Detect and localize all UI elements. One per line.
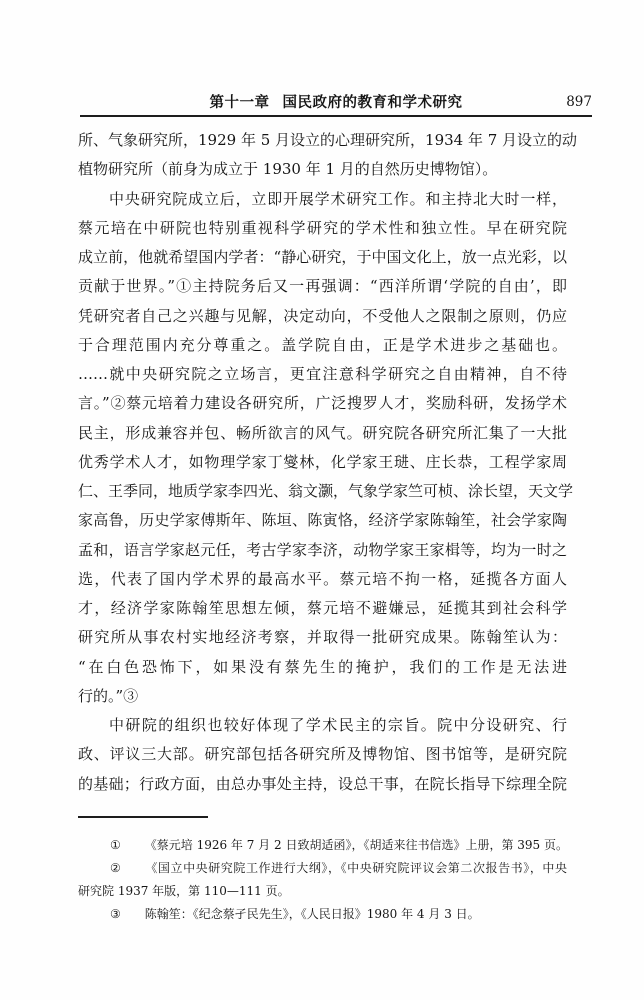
text-line: 于合理范围内充分尊重之。盖学院自由，正是学术进步之基础也。 (78, 335, 567, 354)
text-line: 中研院的组织也较好体现了学术民主的宗旨。院中分设研究、行 (109, 716, 567, 734)
text-line: 行的。”③ (78, 686, 139, 705)
footnote-marker: ③ (110, 907, 121, 921)
text-line: 所、气象研究所，1929 年 5 月设立的心理研究所，1934 年 7 月设立的动 (78, 131, 578, 149)
text-line: 仁、王季同，地质学家李四光、翁文灏，气象学家竺可桢、涂长望，天文学 (78, 482, 574, 500)
text-line: 优秀学术人才，如物理学家丁燮林，化学家王琎、庄长恭，工程学家周 (78, 452, 567, 471)
text-line: 蔡元培在中研院也特别重视科学研究的学术性和独立性。早在研究院 (78, 218, 567, 237)
text-line: “在白色恐怖下，如果没有蔡先生的掩护，我们的工作是无法进 (78, 657, 567, 676)
text-line: 贡献于世界。”①主持院务后又一再强调：“西洋所谓‘学院的自由’，即 (78, 277, 567, 296)
footnotes (78, 834, 567, 926)
footnote-marker: ① (110, 838, 121, 852)
text-line: 民主，形成兼容并包、畅所欲言的风气。研究院各研究所汇集了一大批 (78, 423, 567, 442)
text-line: 孟和，语言学家赵元任，考古学家李济，动物学家王家楫等，均为一时之 (78, 540, 567, 559)
footnote-marker: ② (110, 861, 122, 875)
text-line: ……就中央研究院之立场言，更宜注意科学研究之自由精神，自不待 (78, 365, 567, 383)
footnote-line: 研究院 1937 年版，第 110—111 页。 (78, 884, 290, 898)
body-text (78, 126, 578, 799)
footnote-separator (78, 816, 208, 818)
text-line: 言。”②蔡元培着力建设各研究所，广泛搜罗人才，奖励科研，发扬学术 (78, 394, 567, 413)
chapter-heading (80, 92, 592, 113)
running-head (80, 92, 592, 117)
text-line: 植物研究所（前身为成立于 1930 年 1 月的自然历史博物馆）。 (78, 160, 498, 179)
text-line: 成立前，他就希望国内学者：“静心研究，于中国文化上，放一点光彩，以 (78, 248, 567, 266)
chapter-title: 国民政府的教育和学术研究 (282, 94, 463, 111)
footnote-line: ① 《蔡元培 1926 年 7 月 2 日致胡适函》，《胡适来往书信选》上册，第 395 页。 (110, 838, 568, 852)
footnote-line: ③ 陈翰笙：《纪念蔡孑民先生》，《人民日报》1980 年 4 月 3 日。 (110, 907, 480, 921)
text-line: 家高鲁，历史学家傅斯年、陈垣、陈寅恪，经济学家陈翰笙，社会学家陶 (78, 511, 567, 530)
text-line: 才，经济学家陈翰笙思想左倾，蔡元培不避嫌忌，延揽其到社会科学 (78, 599, 567, 617)
text-line: 研究所从事农村实地经济考察，并取得一批研究成果。陈翰笙认为： (78, 628, 567, 647)
text-line: 中央研究院成立后，立即开展学术研究工作。和主持北大时一样， (109, 189, 567, 208)
text-line: 凭研究者自己之兴趣与见解，决定动向，不受他人之限制之原则，仍应 (78, 306, 567, 325)
page-number: 897 (566, 94, 592, 110)
text-line: 选，代表了国内学术界的最高水平。蔡元培不拘一格，延揽各方面人 (78, 569, 567, 588)
text-line: 的基础；行政方面，由总办事处主持，设总干事，在院长指导下综理全院 (78, 774, 567, 793)
chapter-number: 第十一章 (209, 94, 270, 111)
text-line: 政、评议三大部。研究部包括各研究所及博物馆、图书馆等，是研究院 (78, 745, 567, 764)
footnote-line: ② 《国立中央研究院工作进行大纲》，《中央研究院评议会第二次报告书》，中央 (110, 861, 567, 875)
